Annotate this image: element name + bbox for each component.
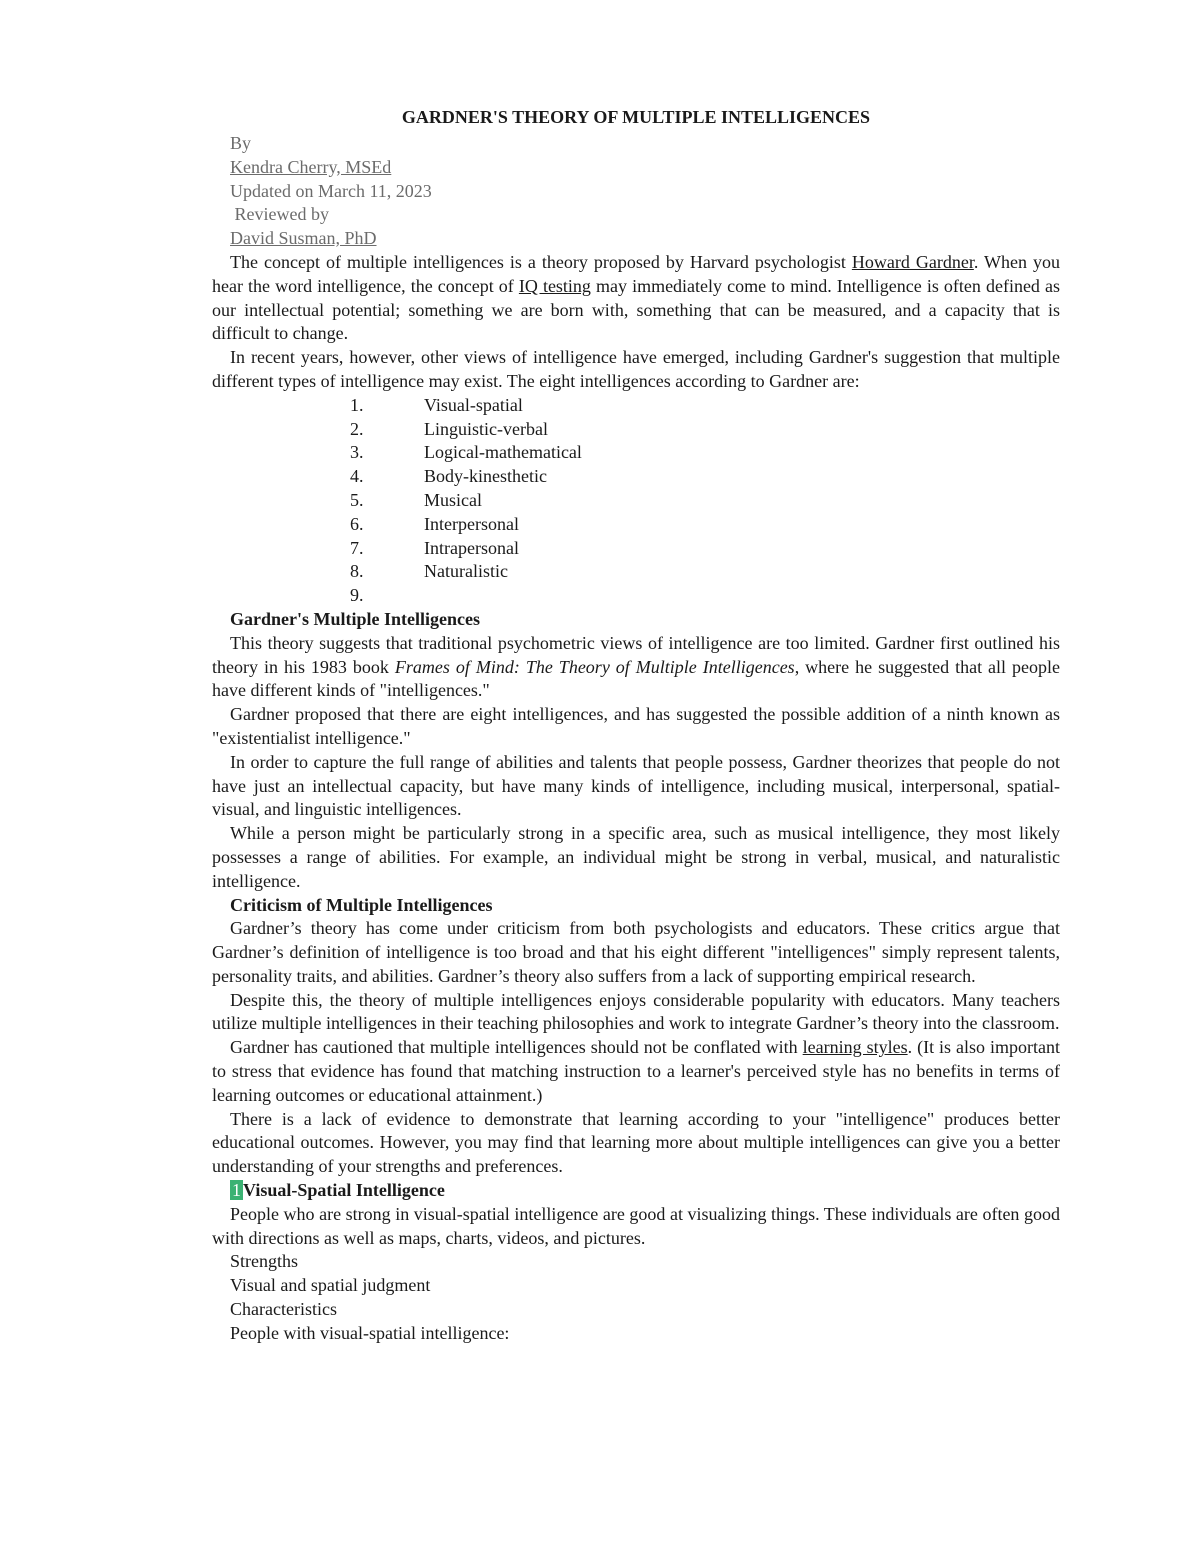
strengths-value: Visual and spatial judgment [230, 1275, 431, 1296]
section1-paragraph-2: Gardner proposed that there are eight intelligences, and has suggested the possible addition of a ninth known as "existentialist intelligence." [212, 704, 1060, 748]
list-item: 5. Musical [350, 489, 482, 510]
intro-paragraph-1 [212, 251, 1060, 346]
list-item: 1. Visual-spatial [350, 394, 523, 415]
author-name[interactable]: Kendra Cherry, MSEd [230, 156, 392, 177]
section2-paragraph-3: Gardner has cautioned that multiple intelligences should not be conflated with learning styles. (It is also important to stress that evidence has found that matching instruction to a learner's perceived style has no benefits in terms of learning outcomes or educational attainment.) [212, 1037, 1061, 1105]
strengths-label: Strengths [230, 1251, 299, 1272]
by-label: By [230, 133, 252, 153]
section-number-badge: 1 [232, 1180, 241, 1201]
howard-gardner-link[interactable]: Howard Gardner [851, 251, 974, 272]
updated-date: Updated on March 11, 2023 [230, 180, 432, 201]
intro-text: may immediately come to mind. Intelligence is often defined as our intellectual potential; something we are born with, something that can be measured, and a capacity that is difficult to change. [212, 275, 1060, 344]
learning-styles-link[interactable]: learning styles [802, 1037, 908, 1058]
list-item: 6. Interpersonal [350, 513, 519, 534]
reviewed-by-label: Reviewed by [230, 204, 329, 225]
book-title: Frames of Mind: The Theory of Multiple Intelligences [394, 656, 795, 677]
intro-paragraph-2: In recent years, however, other views of intelligence have emerged, including Gardner's suggestion that multiple different types of intelligence may exist. The eight intelligences according to Gardner are: [212, 347, 1060, 391]
list-item: 3. Logical-mathematical [350, 442, 582, 463]
reviewer-name[interactable]: David Susman, PhD [230, 228, 377, 249]
iq-testing-link[interactable]: IQ testing [518, 275, 591, 296]
author-link[interactable] [212, 156, 1060, 180]
list-item: 8. Naturalistic [350, 561, 508, 582]
document-page [212, 104, 1060, 1346]
list-item: 4. Body-kinesthetic [350, 466, 547, 487]
reviewer-link[interactable] [212, 227, 1060, 251]
section-heading-multiple-intelligences: Gardner's Multiple Intelligences [230, 608, 480, 629]
list-item: 9. [350, 585, 364, 606]
document-title: GARDNER'S THEORY OF MULTIPLE INTELLIGENCES [401, 107, 871, 127]
intro-text: . When you hear the word intelligence, the concept of [212, 251, 1061, 296]
list-item: 2. Linguistic-verbal [350, 418, 548, 439]
section2-paragraph-2: Despite this, the theory of multiple intelligences enjoys considerable popularity with educators. Many teachers utilize multiple intelligences in their teaching philosophies and work to integrate Gardner’s theory into the classroom. [212, 989, 1060, 1034]
list-item: 7. Intrapersonal [350, 537, 519, 558]
section2-paragraph-1: Gardner’s theory has come under criticism from both psychologists and educators. These critics argue that Gardner’s definition of intelligence is too broad and that his eight different "intelligences" simply represent talents, personality traits, and abilities. Gardner’s theory also suffers from a lack of supporting empirical research. [212, 918, 1060, 986]
section2-paragraph-4: There is a lack of evidence to demonstrate that learning according to your "intelligence" produces better educational outcomes. However, you may find that learning more about multiple intelligences can give you a better understanding of your strengths and preferences. [212, 1108, 1060, 1177]
intelligences-list [212, 394, 1060, 608]
section-heading-visual-spatial: 1 Visual-Spatial Intelligence [232, 1180, 445, 1201]
section1-paragraph-1: This theory suggests that traditional psychometric views of intelligence are too limited. Gardner first outlined his theory in his 1983 book Frames of Mind: The Theory of Multiple Intelligences, where he suggested that all people have different kinds of "intelligences." [212, 632, 1060, 701]
section1-paragraph-4: While a person might be particularly strong in a specific area, such as musical intelligence, they most likely possesses a range of abilities. For example, an individual might be strong in verbal, musical, and naturalistic intelligence. [212, 823, 1060, 891]
characteristics-label: Characteristics [230, 1299, 337, 1320]
section-heading-criticism: Criticism of Multiple Intelligences [230, 894, 493, 915]
characteristics-intro: People with visual-spatial intelligence: [230, 1322, 510, 1343]
intro-text: The concept of multiple intelligences is a theory proposed by Harvard psychologist [230, 251, 852, 272]
section3-paragraph-1: People who are strong in visual-spatial intelligence are good at visualizing things. These individuals are often good with directions as well as maps, charts, videos, and pictures. [212, 1203, 1060, 1248]
section1-paragraph-3: In order to capture the full range of abilities and talents that people possess, Gardner theorizes that people do not have just an intellectual capacity, but have many kinds of intelligence, including musical, interpersonal, spatial-visual, and linguistic intelligences. [212, 751, 1060, 820]
